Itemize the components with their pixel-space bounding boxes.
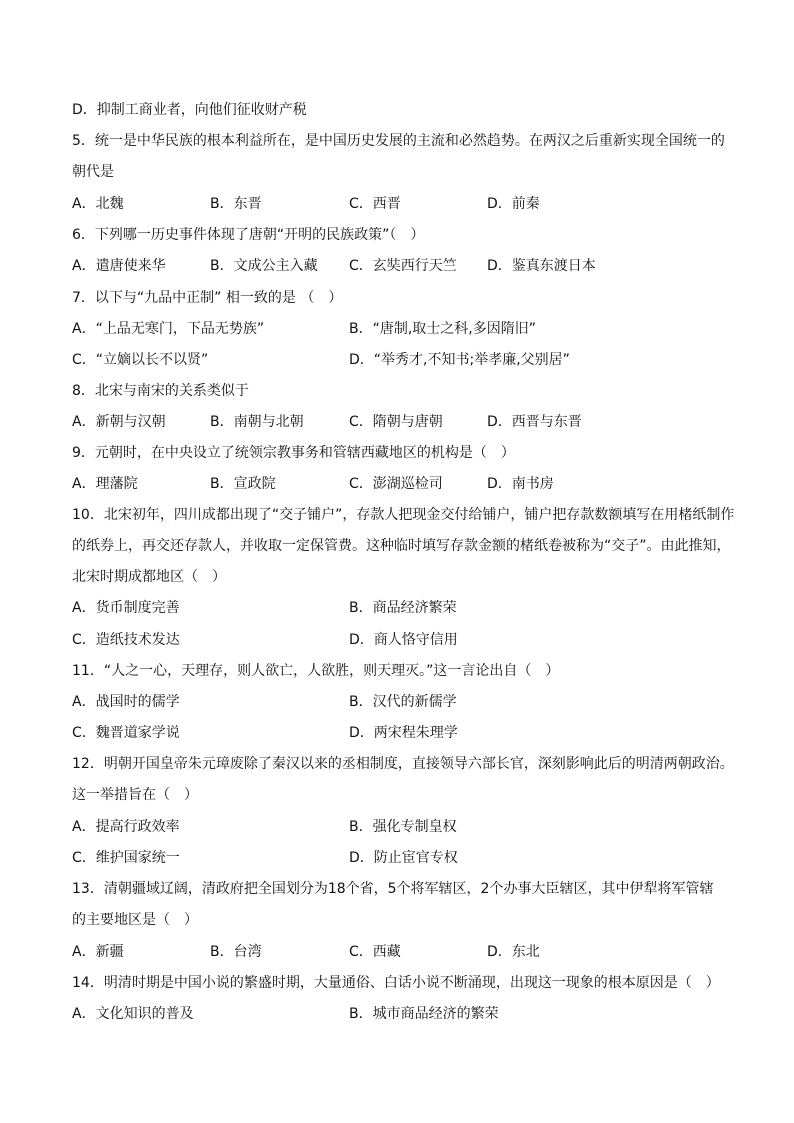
- q12-option-b: B．强化专制皇权: [349, 819, 457, 835]
- q9-option-c: C．澎湖巡检司: [349, 476, 443, 492]
- question-11-text: 11．“人之一心，天理存，则人欲亡，人欲胜，则天理灭。”这一言论出自（ ）: [72, 663, 560, 679]
- q10-option-c: C．造纸技术发达: [72, 632, 180, 648]
- question-6-text: 6．下列哪一历史事件体现了唐朝“开明的民族政策”（ ）: [72, 227, 425, 243]
- q6-option-c: C．玄奘西行天竺: [349, 258, 457, 274]
- q5-option-a: A．北魏: [72, 196, 124, 212]
- question-8-text: 8．北宋与南宋的关系类似于: [72, 383, 249, 399]
- q8-option-b: B．南朝与北朝: [210, 414, 304, 430]
- q7-option-c: C．“立嫡以长不以贤”: [72, 352, 209, 368]
- q12-option-a: A．提高行政效率: [72, 819, 180, 835]
- q13-option-d: D．东北: [487, 944, 540, 960]
- q6-option-a: A．遣唐使来华: [72, 258, 166, 274]
- q9-option-d: D．南书房: [487, 476, 554, 492]
- question-7-text: 7．以下与“九品中正制” 相一致的是 （ ）: [72, 290, 343, 306]
- q12-option-c: C．维护国家统一: [72, 850, 180, 866]
- q5-option-b: B．东晋: [210, 196, 262, 212]
- question-10-text-cont: 的纸券上，再交还存款人，并收取一定保管费。这种临时填写存款金额的楮纸卷被称为“交子”。由此推知，: [72, 538, 731, 554]
- q13-option-c: C．西藏: [349, 944, 401, 960]
- q6-option-d: D．鉴真东渡日本: [487, 258, 596, 274]
- question-5-text-cont: 朝代是: [72, 164, 114, 180]
- q14-option-a: A．文化知识的普及: [72, 1006, 194, 1022]
- question-12-text-cont: 这一举措旨在（ ）: [72, 787, 198, 803]
- q8-option-d: D．西晋与东晋: [487, 414, 582, 430]
- question-5-text: 5．统一是中华民族的根本利益所在，是中国历史发展的主流和必然趋势。在两汉之后重新实现全国统一的: [72, 133, 725, 149]
- question-13-text-cont: 的主要地区是（ ）: [72, 912, 198, 928]
- q13-option-b: B．台湾: [210, 944, 262, 960]
- q7-option-b: B．“唐制,取士之科,多因隋旧”: [349, 321, 537, 337]
- q11-option-a: A．战国时的儒学: [72, 694, 180, 710]
- q8-option-c: C．隋朝与唐朝: [349, 414, 443, 430]
- q10-option-b: B．商品经济繁荣: [349, 600, 457, 616]
- q13-option-a: A．新疆: [72, 944, 124, 960]
- q9-option-a: A．理藩院: [72, 476, 138, 492]
- q11-option-d: D．两宋程朱理学: [349, 725, 458, 741]
- q7-option-a: A．“上品无寒门，下品无势族”: [72, 321, 265, 337]
- q5-option-d: D．前秦: [487, 196, 540, 212]
- q6-option-b: B．文成公主入藏: [210, 258, 318, 274]
- question-14-text: 14．明清时期是中国小说的繁盛时期，大量通俗、白话小说不断涌现，出现这一现象的根本原因是（ ）: [72, 975, 720, 991]
- q7-option-d: D．“举秀才,不知书;举孝廉,父别居”: [349, 352, 570, 368]
- q14-option-b: B．城市商品经济的繁荣: [349, 1006, 499, 1022]
- q9-option-b: B．宣政院: [210, 476, 276, 492]
- q10-option-a: A．货币制度完善: [72, 600, 180, 616]
- question-10-text-cont-2: 北宋时期成都地区（ ）: [72, 569, 226, 585]
- q5-option-c: C．西晋: [349, 196, 401, 212]
- q8-option-a: A．新朝与汉朝: [72, 414, 166, 430]
- question-10-text: 10．北宋初年，四川成都出现了“交子铺户”，存款人把现金交付给铺户，铺户把存款数额填写在用楮纸制作: [72, 507, 735, 523]
- question-9-text: 9．元朝时，在中央设立了统领宗教事务和管辖西藏地区的机构是（ ）: [72, 445, 515, 461]
- q12-option-d: D．防止宦官专权: [349, 850, 458, 866]
- question-12-text: 12．明朝开国皇帝朱元璋废除了秦汉以来的丞相制度，直接领导六部长官，深刻影响此后的明清两朝政治。: [72, 756, 734, 772]
- q11-option-c: C．魏晋道家学说: [72, 725, 180, 741]
- q10-option-d: D．商人恪守信用: [349, 632, 458, 648]
- option-d-prev-question: D．抑制工商业者，向他们征收财产税: [72, 102, 307, 118]
- question-13-text: 13．清朝疆域辽阔，清政府把全国划分为18个省，5个将军辖区，2个办事大臣辖区，其中伊犁将军管辖: [72, 881, 714, 897]
- q11-option-b: B．汉代的新儒学: [349, 694, 457, 710]
